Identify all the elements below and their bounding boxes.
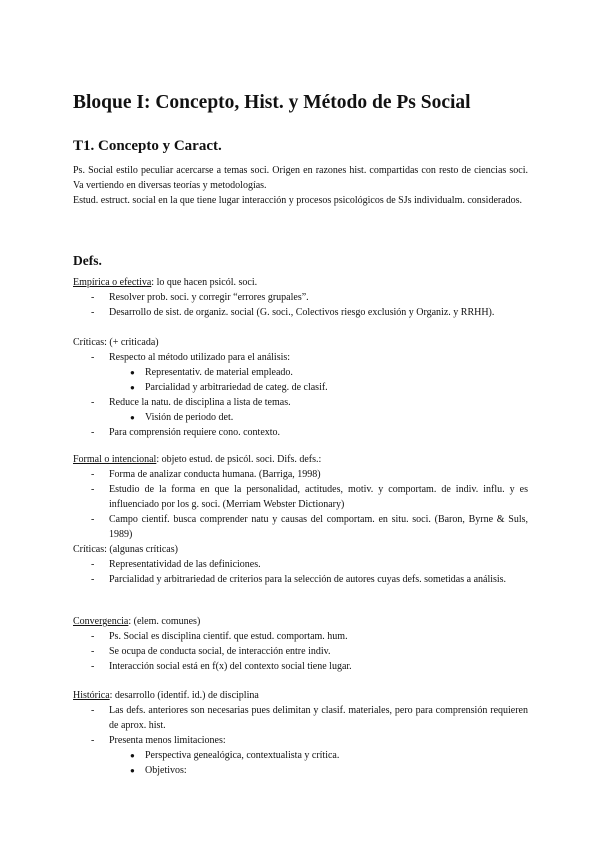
dash-marker: - [91, 705, 95, 716]
bullet-item: Parcialidad y arbitrariedad de categ. de clasif. [145, 382, 328, 393]
bullet-marker: ● [130, 368, 135, 377]
dash-marker: - [91, 397, 95, 408]
empirica-line [73, 275, 257, 290]
empirica-term: Empírica o efectiva [73, 277, 152, 288]
section-heading-defs: Defs. [73, 253, 102, 268]
list-item: Estudio de la forma en que la personalidad, actitudes, motiv. y comportam. de indiv. influ. y es influenciado por los g. soci. (Merriam Webster Dictionary) [109, 484, 528, 510]
list-item: Reduce la natu. de disciplina a lista de temas. [109, 397, 291, 408]
list-item: Parcialidad y arbitrariedad de criterios para la selección de autores cuyas defs. sometidas a análisis. [109, 574, 507, 585]
bullet-item: Objetivos: [145, 765, 187, 776]
dash-marker: - [91, 646, 95, 657]
dash-marker: - [91, 735, 95, 746]
dash-marker: - [91, 559, 95, 570]
bullet-marker: ● [130, 751, 135, 760]
bullet-marker: ● [130, 766, 135, 775]
historica-desc: : desarrollo (identif. id.) de disciplina [109, 690, 259, 701]
list-item: Forma de analizar conducta humana. (Barriga, 1998) [109, 469, 321, 480]
bullet-marker: ● [130, 383, 135, 392]
convergencia-desc: : (elem. comunes) [128, 616, 201, 627]
formal-line [73, 452, 321, 467]
bullet-item: Visión de periodo det. [145, 412, 234, 423]
list-item: Se ocupa de conducta social, de interacción entre indiv. [109, 646, 331, 657]
empirica-desc: : lo que hacen psicól. soci. [151, 277, 258, 288]
convergencia-term: Convergencia [73, 616, 129, 627]
list-item: Representatividad de las definiciones. [109, 559, 261, 570]
dash-marker: - [91, 427, 95, 438]
dash-marker: - [91, 307, 95, 318]
t1-paragraph-2: Estud. estruct. social en la que tiene lugar interacción y procesos psicológicos de SJs individualm. considerados. [73, 195, 523, 206]
dash-marker: - [91, 514, 95, 525]
list-item: Las defs. anteriores son necesarias pues delimitan y clasif. materiales, pero para comprensión requieren de aprox. hist. [109, 705, 528, 731]
dash-marker: - [91, 574, 95, 585]
formal-term: Formal o intencional [73, 454, 157, 465]
list-item: Presenta menos limitaciones: [109, 735, 226, 746]
formal-desc: : objeto estud. de psicól. soci. Difs. defs.: [156, 454, 322, 465]
document-title: Bloque I: Concepto, Hist. y Método de Ps Social [73, 92, 471, 113]
historica-term: Histórica [73, 690, 110, 701]
t1-paragraph-1: Ps. Social estilo peculiar acercarse a temas soci. Origen en razones hist. compartidas con resto de ciencias soci. Va vertiendo en diversas teorías y metodologías. [73, 165, 528, 191]
bullet-marker: ● [130, 413, 135, 422]
section-heading-t1: T1. Concepto y Caract. [73, 138, 222, 154]
list-item: Ps. Social es disciplina cientif. que estud. comportam. hum. [109, 631, 348, 642]
bullet-item: Perspectiva genealógica, contextualista y crítica. [145, 750, 340, 761]
historica-line [73, 688, 259, 703]
formal-criticas-label: Críticas: (algunas críticas) [73, 544, 178, 555]
list-item: Resolver prob. soci. y corregir “errores grupales”. [109, 292, 309, 303]
convergencia-line [73, 614, 200, 629]
list-item: Desarrollo de sist. de organiz. social (G. soci., Colectivos riesgo exclusión y Organiz. y RRHH). [109, 307, 495, 318]
list-item: Para comprensión requiere cono. contexto. [109, 427, 281, 438]
list-item: Campo cientif. busca comprender natu y causas del comportam. en situ. soci. (Baron, Byrne & Suls, 1989) [109, 514, 528, 540]
dash-marker: - [91, 631, 95, 642]
list-item: Interacción social está en f(x) del contexto social tiene lugar. [109, 661, 352, 672]
dash-marker: - [91, 292, 95, 303]
empirica-criticas-label: Críticas: (+ criticada) [73, 337, 159, 348]
list-item: Respecto al método utilizado para el análisis: [109, 352, 291, 363]
dash-marker: - [91, 661, 95, 672]
dash-marker: - [91, 484, 95, 495]
dash-marker: - [91, 469, 95, 480]
dash-marker: - [91, 352, 95, 363]
bullet-item: Representativ. de material empleado. [145, 367, 293, 378]
